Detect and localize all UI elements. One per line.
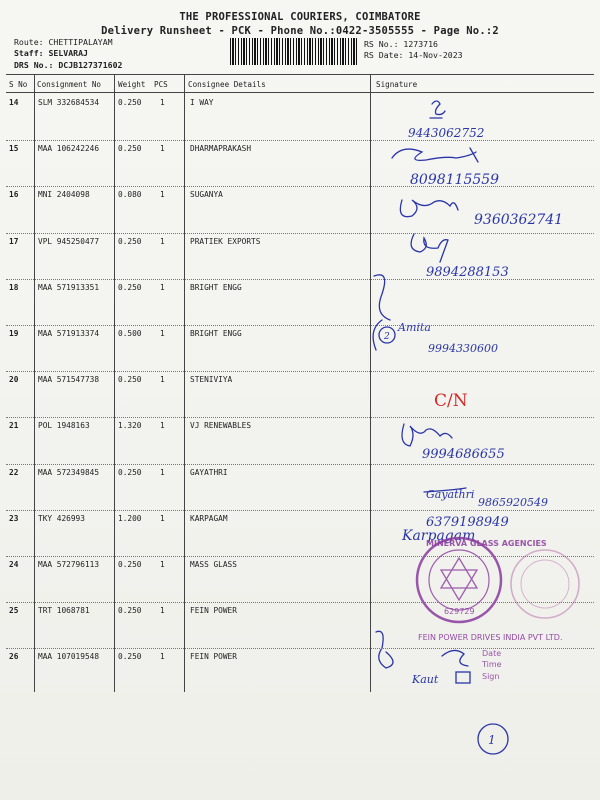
table-row xyxy=(0,190,600,204)
row-consignment-no: VPL 945250477 xyxy=(38,236,100,246)
hand-phone-14: 9443062752 xyxy=(408,126,485,140)
row-sno: 14 xyxy=(9,98,19,107)
row-pcs: 1 xyxy=(160,513,165,523)
row-weight: 0.500 xyxy=(118,329,142,338)
row-divider xyxy=(6,325,594,326)
row-sno: 20 xyxy=(9,375,19,385)
mass-glass-stamp-code: 629729 xyxy=(444,607,475,616)
row-sno: 25 xyxy=(9,606,19,616)
table-row xyxy=(0,237,600,251)
row-weight: 1.320 xyxy=(118,421,142,431)
row-consignee: FEIN POWER xyxy=(190,652,237,662)
row-consignment-no: POL 1948163 xyxy=(38,421,90,431)
row-weight: 0.250 xyxy=(118,98,142,107)
table-row xyxy=(0,98,600,112)
row-divider xyxy=(6,464,594,465)
row-pcs: 1 xyxy=(160,375,165,385)
row-consignee: BRIGHT ENGG xyxy=(190,282,242,292)
row-weight: 0.250 xyxy=(118,560,142,569)
hand-name-25-26: Kaut xyxy=(412,673,439,686)
hand-name-23: Karpagam xyxy=(402,528,476,544)
hand-name-22: Gayathri xyxy=(426,488,475,501)
row-consignee: STENIVIYA xyxy=(190,375,233,385)
table-row xyxy=(0,652,600,666)
row-consignment-no: MAA 106242246 xyxy=(38,144,100,154)
signature-22-underline xyxy=(424,488,466,492)
row-pcs: 1 xyxy=(160,560,165,569)
row-weight: 0.250 xyxy=(118,652,142,662)
row-pcs: 1 xyxy=(160,144,165,154)
row-consignment-no: MAA 107019548 xyxy=(38,652,100,662)
row-sno: 21 xyxy=(9,421,19,431)
hand-page-number: 1 xyxy=(488,733,496,747)
row-pcs: 1 xyxy=(160,282,165,292)
row-consignment-no: TKY 426993 xyxy=(38,513,85,523)
row-pcs: 1 xyxy=(160,652,165,662)
table-top-border xyxy=(6,74,594,75)
table-row xyxy=(0,421,600,435)
row-divider xyxy=(6,233,594,234)
row-consignee: SUGANYA xyxy=(190,190,223,200)
row-consignee: DHARMAPRAKASH xyxy=(190,144,252,154)
mass-glass-stamp-text: MINERVA GLASS AGENCIES xyxy=(426,539,547,548)
rs-number: RS No.: 1273716 xyxy=(364,39,438,49)
row-consignee: GAYATHRI xyxy=(190,467,228,477)
hand-phone-17: 9894288153 xyxy=(426,265,509,280)
hand-phone-15: 8098115559 xyxy=(410,172,500,188)
table-row xyxy=(0,606,600,620)
row-consignment-no: SLM 332684534 xyxy=(38,98,100,107)
col-header-sno: S No xyxy=(9,80,28,89)
row-consignment-no: TRT 1068781 xyxy=(38,606,90,616)
row-sno: 18 xyxy=(9,282,19,292)
row-divider xyxy=(6,556,594,557)
row-consignee: PRATIEK EXPORTS xyxy=(190,236,261,246)
row-consignee: BRIGHT ENGG xyxy=(190,329,242,338)
row-divider xyxy=(6,648,594,649)
row-consignment-no: MAA 571913351 xyxy=(38,282,100,292)
row-pcs: 1 xyxy=(160,236,165,246)
row-consignee: MASS GLASS xyxy=(190,560,237,569)
row-pcs: 1 xyxy=(160,421,165,431)
row-weight: 0.250 xyxy=(118,467,142,477)
row-pcs: 1 xyxy=(160,190,165,200)
rs-date: RS Date: 14-Nov-2023 xyxy=(364,50,463,60)
row-consignment-no: MAA 571913374 xyxy=(38,329,100,338)
fein-power-stamp-text: FEIN POWER DRIVES INDIA PVT LTD. xyxy=(418,633,563,642)
page-number-circle xyxy=(478,724,508,754)
row-divider xyxy=(6,371,594,372)
row-weight: 0.250 xyxy=(118,606,142,616)
row-weight: 0.250 xyxy=(118,282,142,292)
row-divider xyxy=(6,510,594,511)
hand-phone-22: 9865920549 xyxy=(478,496,548,509)
row-divider xyxy=(6,186,594,187)
fein-stamp-date: Date xyxy=(482,649,502,658)
table-row xyxy=(0,375,600,389)
row-consignment-no: MAA 571547738 xyxy=(38,375,100,385)
staff-label: Staff: SELVARAJ xyxy=(14,48,88,58)
table-row xyxy=(0,144,600,158)
col-header-consignee: Consignee Details xyxy=(188,80,266,89)
hand-phone-18-19: 9994330600 xyxy=(428,342,498,355)
row-weight: 0.080 xyxy=(118,190,142,200)
route-label: Route: CHETTIPALAYAM xyxy=(14,37,113,47)
runsheet-subtitle: Delivery Runsheet - PCK - Phone No.:0422-3505555 - Page No.:2 xyxy=(101,25,499,37)
col-header-signature: Signature xyxy=(376,80,418,89)
table-row xyxy=(0,329,600,343)
fein-stamp-time: Time xyxy=(482,660,502,669)
row-pcs: 1 xyxy=(160,467,165,477)
col-header-pcs: PCS xyxy=(154,80,168,89)
row-sno: 16 xyxy=(9,190,19,200)
row-divider xyxy=(6,602,594,603)
row-sno: 22 xyxy=(9,467,19,477)
row-weight: 0.250 xyxy=(118,236,142,246)
row-pcs: 1 xyxy=(160,606,165,616)
row-sno: 24 xyxy=(9,560,19,569)
hand-phone-16: 9360362741 xyxy=(474,212,564,228)
col-header-weight: Weight xyxy=(118,80,146,89)
row-weight: 0.250 xyxy=(118,144,142,154)
table-row xyxy=(0,283,600,297)
table-row xyxy=(0,468,600,482)
hand-phone-21: 9994686655 xyxy=(422,447,505,462)
row-sno: 23 xyxy=(9,513,19,523)
fein-stamp-sign: Sign xyxy=(482,672,500,681)
row-consignee: VJ RENEWABLES xyxy=(190,421,252,431)
row-consignee: I WAY xyxy=(190,98,214,107)
row-consignee: FEIN POWER xyxy=(190,606,237,616)
row-consignee: KARPAGAM xyxy=(190,513,228,523)
stamp-box xyxy=(456,672,470,683)
row-sno: 19 xyxy=(9,329,19,338)
hand-name-18-19: Amita xyxy=(398,321,431,334)
barcode xyxy=(230,38,358,65)
row-sno: 26 xyxy=(9,652,19,662)
row-weight: 0.250 xyxy=(118,375,142,385)
row-weight: 1.200 xyxy=(118,513,142,523)
drs-number: DRS No.: DCJB127371602 xyxy=(14,60,123,70)
hand-phone-23: 6379198949 xyxy=(426,515,509,530)
row-sno: 17 xyxy=(9,236,19,246)
table-row xyxy=(0,514,600,528)
row-consignment-no: MAA 572349845 xyxy=(38,467,100,477)
row-pcs: 1 xyxy=(160,329,165,338)
row-divider xyxy=(6,140,594,141)
row-divider xyxy=(6,279,594,280)
row-divider xyxy=(6,417,594,418)
hand-circled-19: 2 xyxy=(384,332,390,342)
table-row xyxy=(0,560,600,574)
row-sno: 15 xyxy=(9,144,19,154)
row-consignment-no: MAA 572796113 xyxy=(38,560,100,569)
header-bottom-border xyxy=(6,92,594,93)
hand-note-20: C/N xyxy=(434,391,468,411)
company-title: THE PROFESSIONAL COURIERS, COIMBATORE xyxy=(179,11,421,23)
row-pcs: 1 xyxy=(160,98,165,107)
col-header-consignment: Consignment No xyxy=(37,80,102,89)
row-consignment-no: MNI 2404098 xyxy=(38,190,90,200)
